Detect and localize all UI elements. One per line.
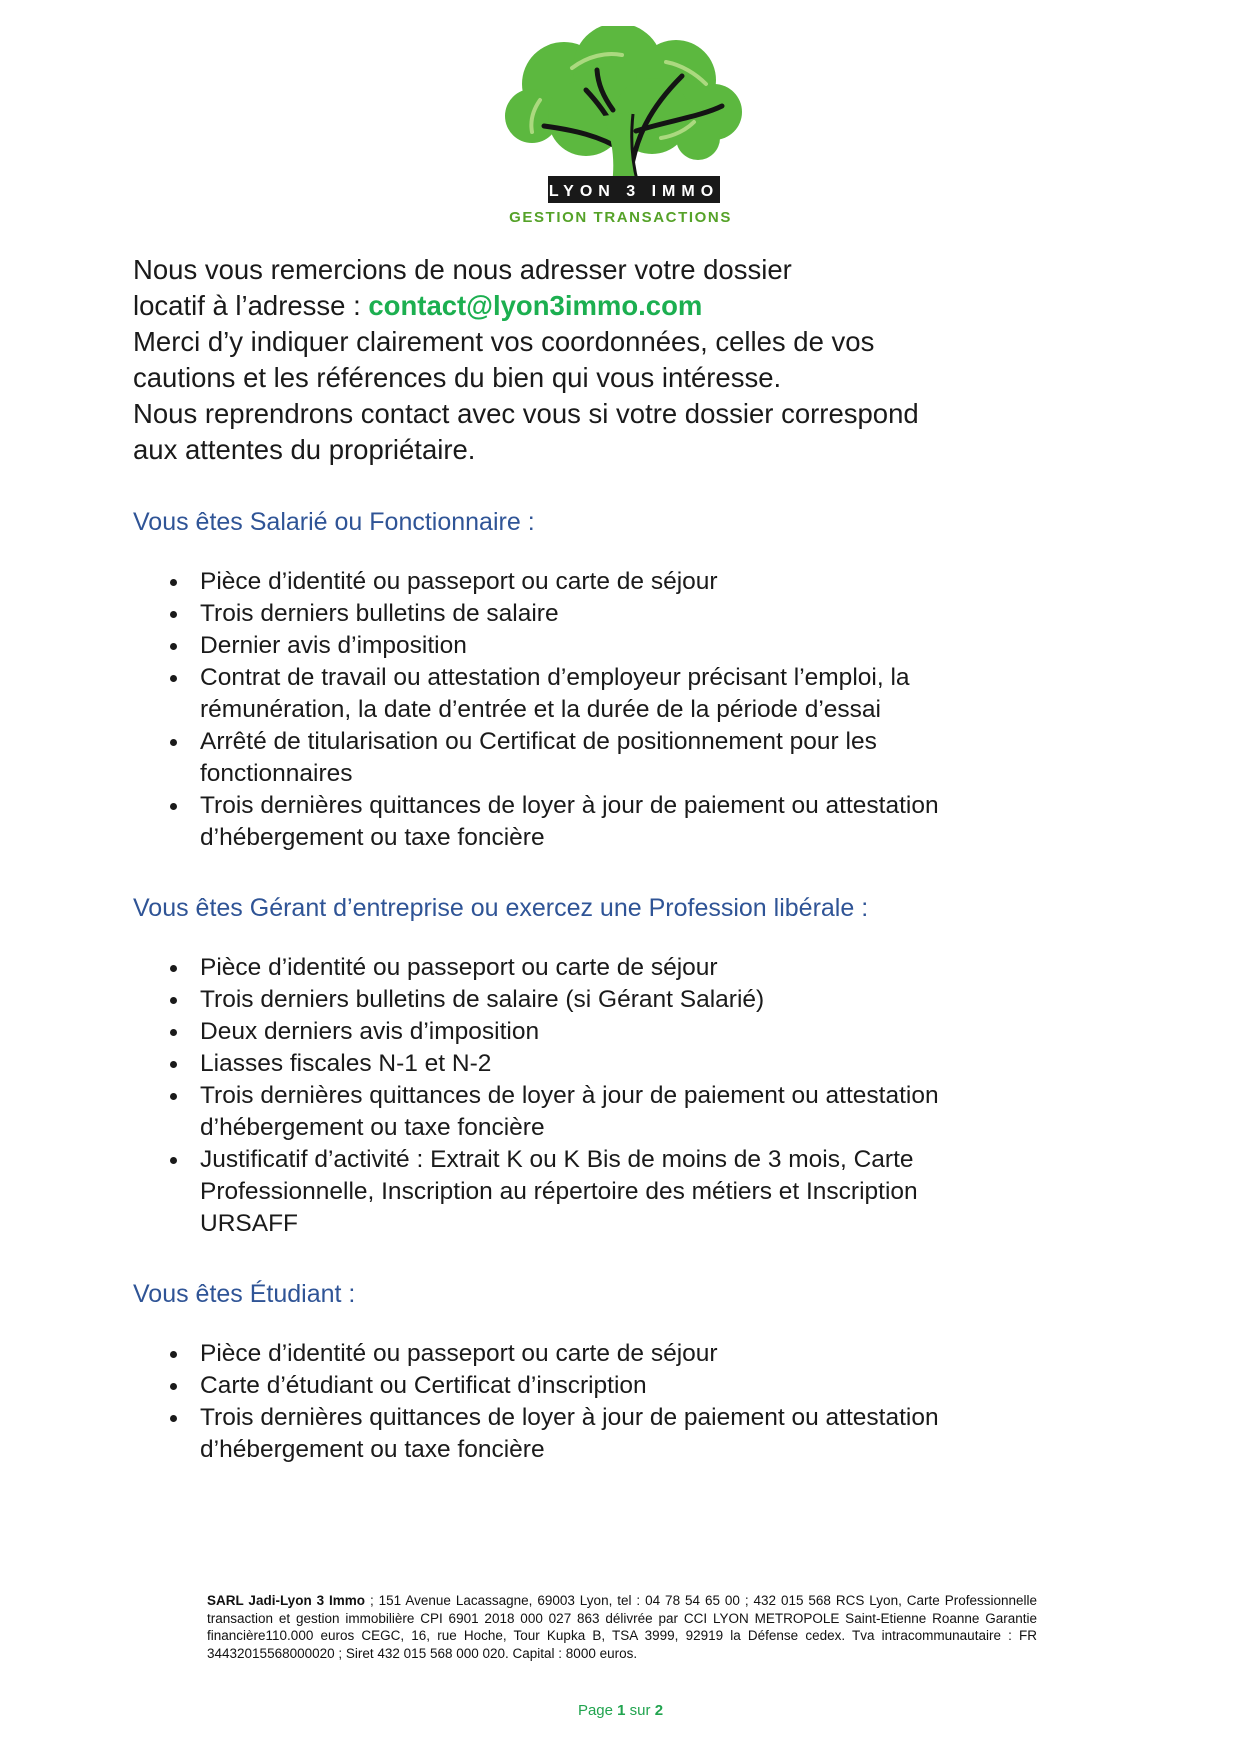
- current-page: 1: [617, 1702, 626, 1719]
- tree-logo-icon: [486, 26, 756, 206]
- list-item: Contrat de travail ou attestation d’employeur précisant l’emploi, la rémunération, la date d’entrée et la durée de la période d’essai: [133, 662, 955, 726]
- list-item: Trois derniers bulletins de salaire: [133, 598, 955, 630]
- intro-sentence-2: Merci d’y indiquer clairement vos coordonnées, celles de vos cautions et les références du bien qui vous intéresse.: [133, 326, 875, 393]
- logo-subtitle: GESTION TRANSACTIONS: [509, 209, 732, 226]
- list-item: Pièce d’identité ou passeport ou carte de séjour: [133, 1338, 955, 1370]
- section-heading-gerant: Vous êtes Gérant d’entreprise ou exercez une Profession libérale :: [133, 894, 869, 922]
- list-item: Carte d’étudiant ou Certificat d’inscription: [133, 1370, 955, 1402]
- legal-footer: [207, 1592, 1037, 1662]
- company-name: SARL Jadi-Lyon 3 Immo: [207, 1593, 366, 1608]
- page-label: Page: [577, 1702, 618, 1719]
- checklist-etudiant: [133, 1338, 955, 1466]
- section-heading-salarie: Vous êtes Salarié ou Fonctionnaire :: [133, 508, 535, 536]
- logo-banner-text: LYON 3 IMMO: [548, 183, 719, 200]
- list-item: Dernier avis d’imposition: [133, 630, 955, 662]
- total-pages: 2: [654, 1702, 664, 1719]
- list-item: Justificatif d’activité : Extrait K ou K Bis de moins de 3 mois, Carte Professionnelle, Inscription au répertoire des métiers et Inscription URSAFF: [133, 1144, 955, 1240]
- section-heading-etudiant: Vous êtes Étudiant :: [133, 1280, 356, 1308]
- intro-line-1: Nous vous remercions de nous adresser votre dossier: [133, 254, 792, 285]
- intro-sentence-3: Nous reprendrons contact avec vous si votre dossier correspond aux attentes du propriétaire.: [133, 398, 919, 465]
- list-item: Trois derniers bulletins de salaire (si Gérant Salarié): [133, 984, 955, 1016]
- list-item: Trois dernières quittances de loyer à jour de paiement ou attestation d’hébergement ou taxe foncière: [133, 1402, 955, 1466]
- list-item: Deux derniers avis d’imposition: [133, 1016, 955, 1048]
- legal-text: ; 151 Avenue Lacassagne, 69003 Lyon, tel : 04 78 54 65 00 ; 432 015 568 RCS Lyon, Carte Professionnelle transaction et gestion immobilière CPI 6901 2018 000 027 863 délivrée par CCI LYON METROPOLE Saint-Etienne Roanne Garantie financière110.000 euros CEGC, 16, rue Hoche, Tour Kupka B, TSA 3999, 92919 la Défense cedex. Tva intracommunautaire : FR 34432015568000020 ; Siret 432 015 568 000 020. Capital : 8000 euros.: [207, 1593, 1037, 1661]
- company-logo: [0, 26, 1241, 226]
- page-separator: sur: [625, 1702, 655, 1719]
- checklist-gerant: [133, 952, 955, 1240]
- list-item: Arrêté de titularisation ou Certificat de positionnement pour les fonctionnaires: [133, 726, 955, 790]
- intro-line-2: locatif à l’adresse : contact@lyon3immo.com: [133, 290, 703, 321]
- intro-paragraph: [133, 252, 955, 468]
- page-number: [0, 1702, 1241, 1719]
- list-item: Trois dernières quittances de loyer à jour de paiement ou attestation d’hébergement ou taxe foncière: [133, 790, 955, 854]
- list-item: Pièce d’identité ou passeport ou carte de séjour: [133, 952, 955, 984]
- document-body: [133, 252, 955, 1466]
- checklist-salarie: [133, 566, 955, 854]
- list-item: Liasses fiscales N-1 et N-2: [133, 1048, 955, 1080]
- list-item: Pièce d’identité ou passeport ou carte de séjour: [133, 566, 955, 598]
- contact-email-link[interactable]: contact@lyon3immo.com: [368, 290, 703, 321]
- list-item: Trois dernières quittances de loyer à jour de paiement ou attestation d’hébergement ou taxe foncière: [133, 1080, 955, 1144]
